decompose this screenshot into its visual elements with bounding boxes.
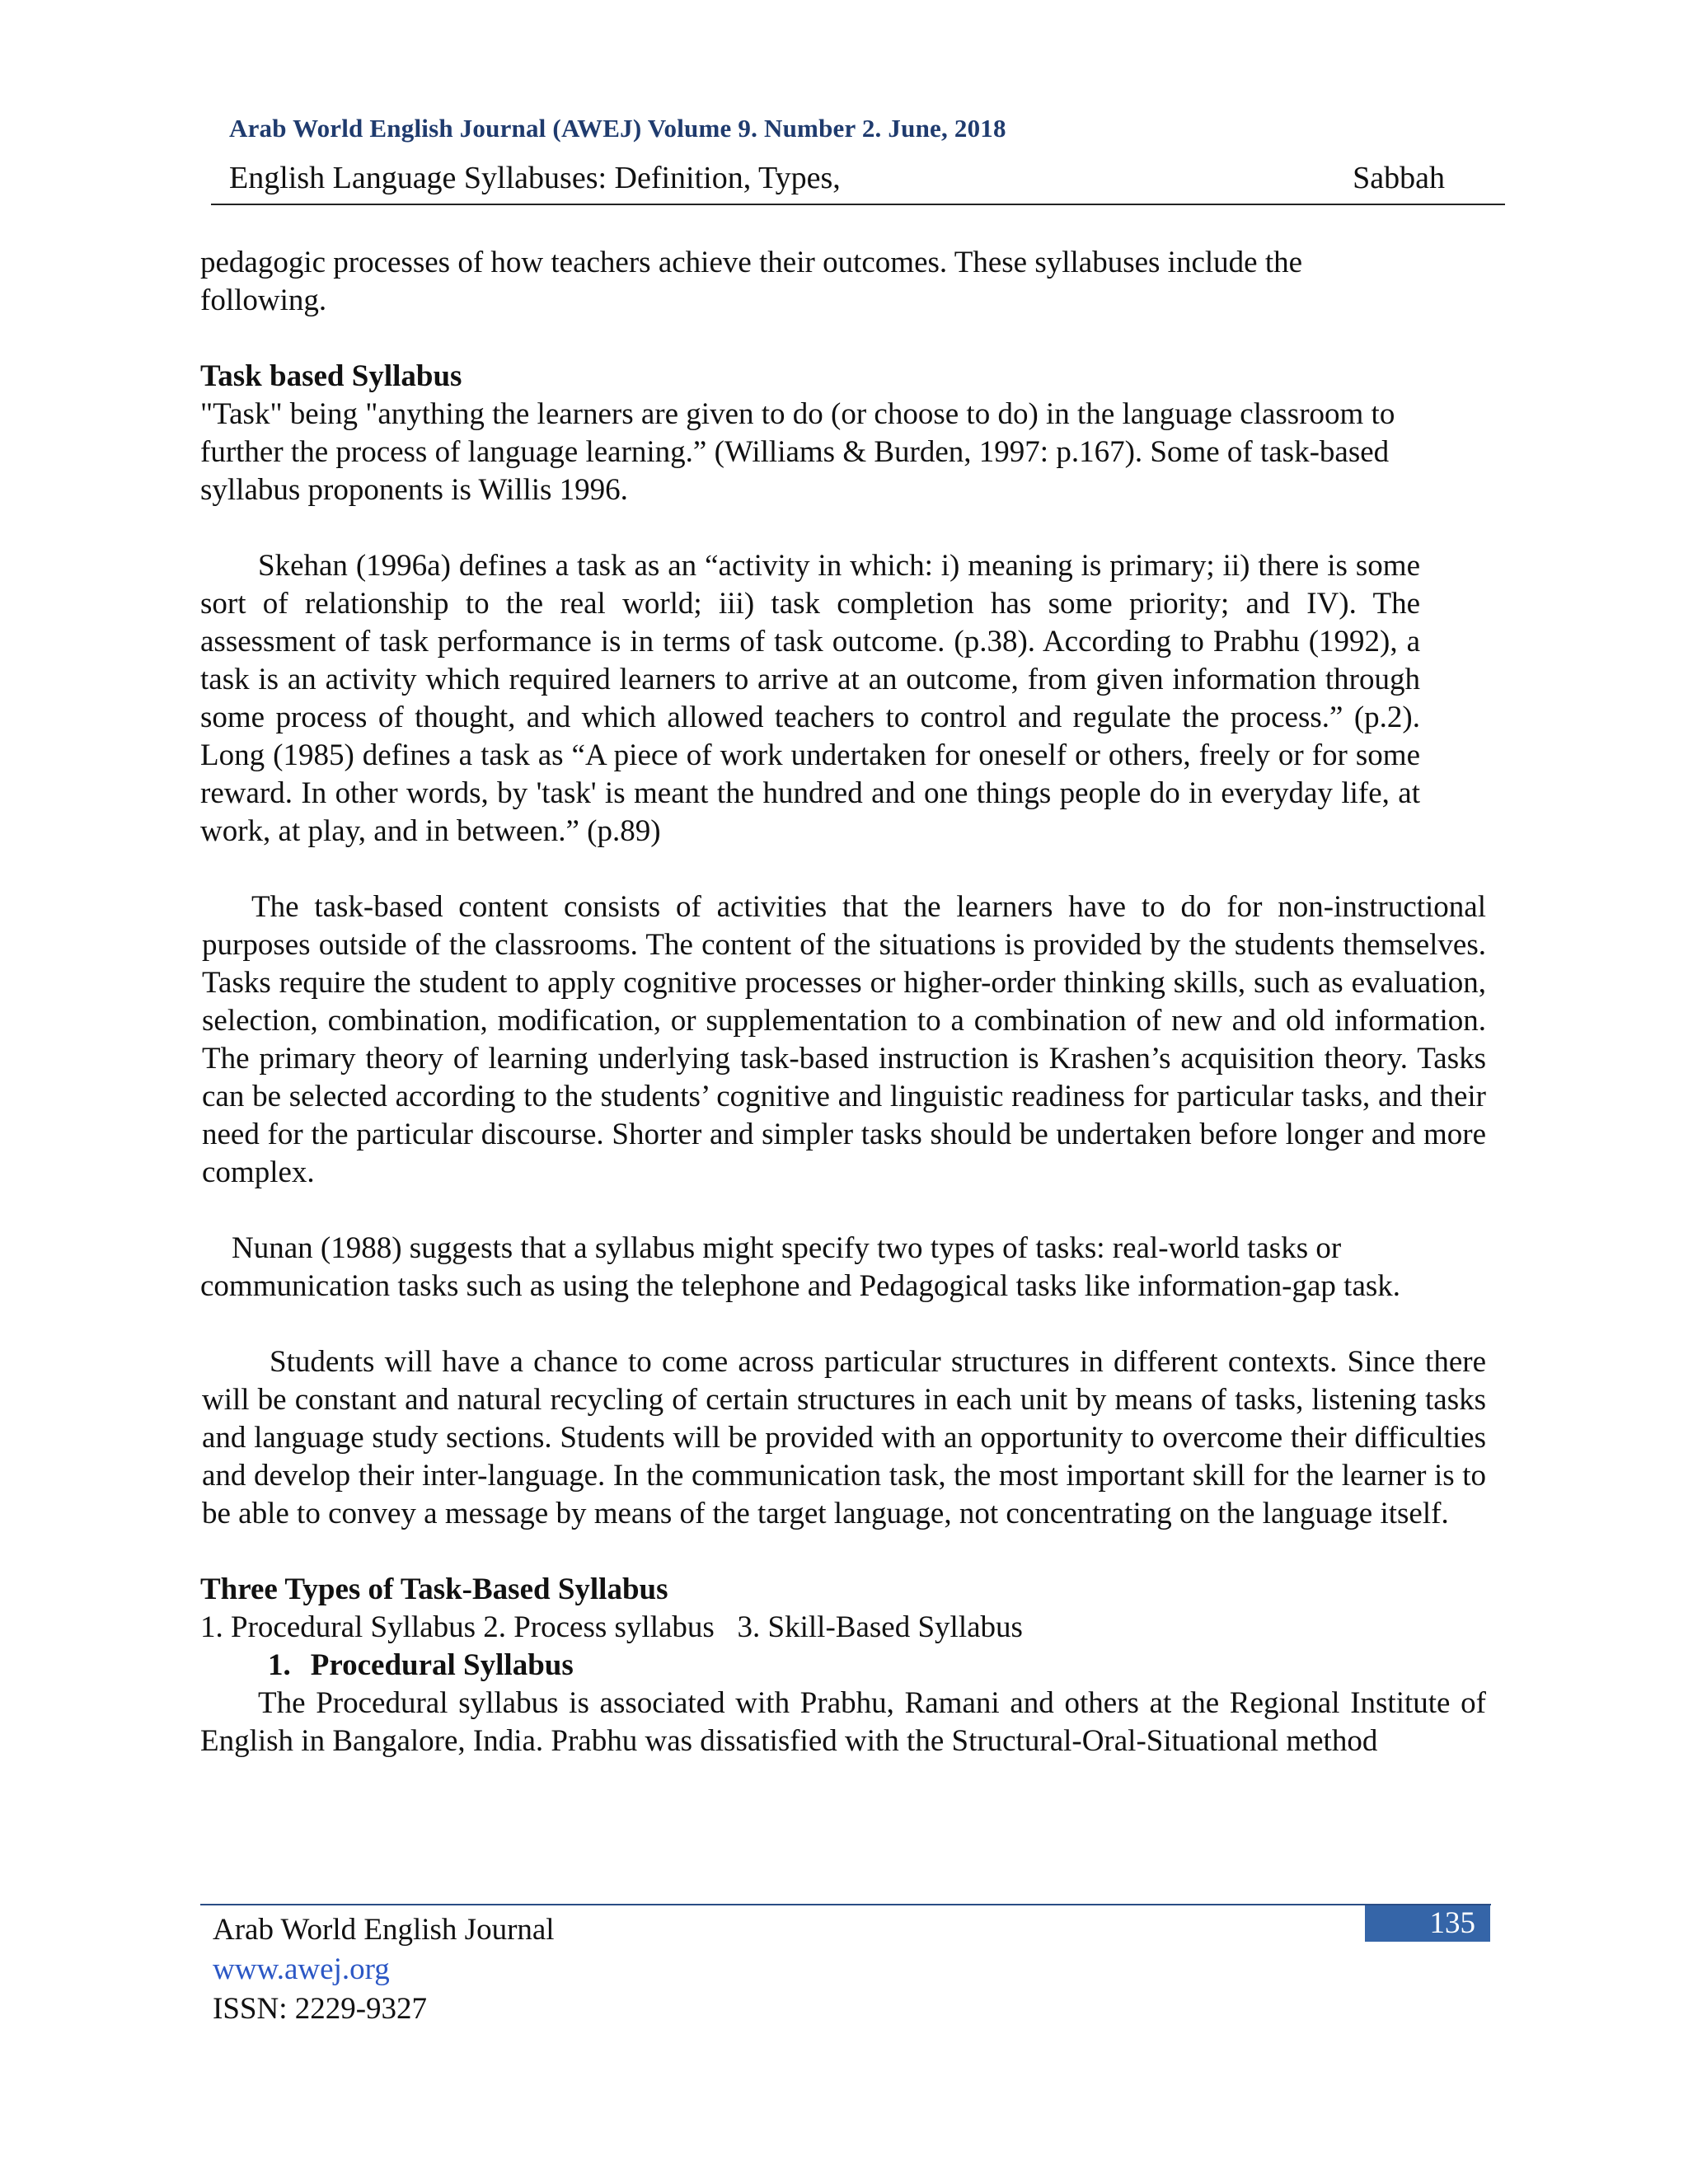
footer-website-link[interactable]: www.awej.org — [213, 1952, 390, 1986]
author-name: Sabbah — [1353, 161, 1445, 195]
footer-info — [213, 1910, 555, 2029]
intro-paragraph: pedagogic processes of how teachers achieve their outcomes. These syllabuses include the following. — [200, 246, 1303, 317]
task-definition-paragraph: "Task" being "anything the learners are given to do (or choose to do) in the language classroom to further the process of language learning.” (Williams & Burden, 1997: p.167). Some of task-based syllabus proponents is Willis 1996. — [200, 397, 1395, 507]
running-title: English Language Syllabuses: Definition, Types, — [229, 161, 841, 195]
footer-issn: ISSN: 2229-9327 — [213, 1992, 428, 2026]
students-paragraph: Students will have a chance to come across particular structures in different contexts. Since there will be constant and natural recycling of certain structures in each unit by means of tasks, listening tasks and language study sections. Students will be provided with an opportunity to overcome their difficulties and develop their inter-language. In the communication task, the most important skill for the learner is to be able to convey a message by means of the target language, not concentrating on the language itself. — [202, 1345, 1486, 1530]
subsection-heading-procedural — [268, 1647, 1486, 1685]
article-body — [200, 244, 1486, 1760]
journal-header: Arab World English Journal (AWEJ) Volume 9. Number 2. June, 2018 — [229, 114, 1006, 143]
footer-divider — [200, 1904, 1491, 1905]
types-list: 1. Procedural Syllabus 2. Process syllabus 3. Skill-Based Syllabus — [200, 1610, 1023, 1644]
subsection-number: 1. — [268, 1648, 291, 1682]
content-paragraph: The task-based content consists of activities that the learners have to do for non-instructional purposes outside of the classrooms. The content of the situations is provided by the students themselves. Tasks require the student to apply cognitive processes or higher-order thinking skills, such as evaluation, selection, combination, modification, or supplementation to a combination of new and old information. The primary theory of learning underlying task-based instruction is Krashen’s acquisition theory. Tasks can be selected according to the students’ cognitive and linguistic readiness for particular tasks, and their need for the particular discourse. Shorter and simpler tasks should be undertaken before longer and more complex. — [202, 890, 1486, 1189]
procedural-paragraph: The Procedural syllabus is associated with Prabhu, Ramani and others at the Regional Institute of English in Bangalore, India. Prabhu was dissatisfied with the Structural-Oral-Situational method — [200, 1686, 1486, 1758]
nunan-paragraph: Nunan (1988) suggests that a syllabus might specify two types of tasks: real-world tasks or communication tasks such as using the telephone and Pedagogical tasks like information-gap task. — [200, 1231, 1401, 1303]
header-divider — [211, 204, 1505, 205]
running-header — [229, 160, 1445, 196]
section-heading-task-based: Task based Syllabus — [200, 359, 462, 393]
section-heading-three-types: Three Types of Task-Based Syllabus — [200, 1572, 668, 1606]
subsection-title: Procedural Syllabus — [310, 1648, 574, 1682]
skehan-paragraph: Skehan (1996a) defines a task as an “activity in which: i) meaning is primary; ii) there is some sort of relationship to the real world; iii) task completion has some priority; and IV). The assessment of task performance is in terms of task outcome. (p.38). According to Prabhu (1992), a task is an activity which required learners to arrive at an outcome, from given information through some process of thought, and which allowed teachers to control and regulate the process.” (p.2). Long (1985) defines a task as “A piece of work undertaken for oneself or others, freely or for some reward. In other words, by 'task' is meant the hundred and one things people do in everyday life, at work, at play, and in between.” (p.89) — [200, 549, 1420, 848]
page-number-badge: 135 — [1365, 1905, 1490, 1942]
footer-journal-name: Arab World English Journal — [213, 1913, 555, 1947]
